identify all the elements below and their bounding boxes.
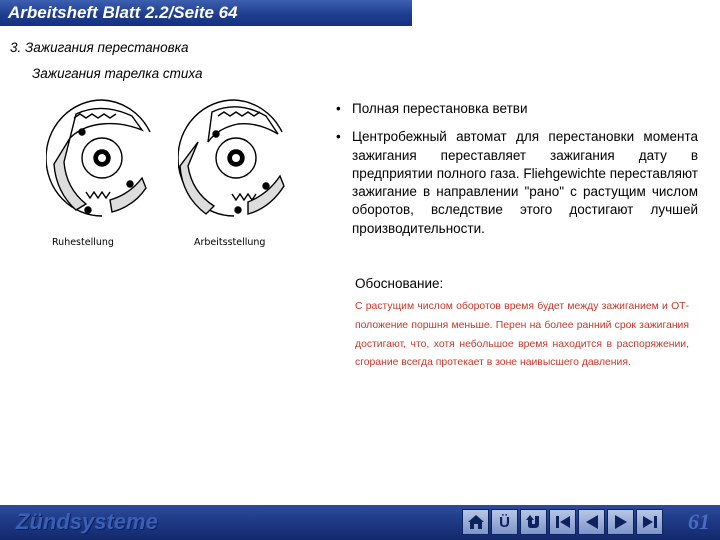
- ignition-advance-working-image: [178, 92, 290, 232]
- last-page-button[interactable]: [636, 509, 663, 535]
- ignition-advance-rest-image: [46, 92, 158, 232]
- u-letter-icon: Ü: [499, 513, 510, 531]
- slide-title-bar: [0, 0, 412, 26]
- reason-text: С растущим числом оборотов время будет между зажиганием и ОТ-положение поршня меньше. Перен на более ранний срок зажигания достигают, что, хотя небольшое время находится в распоряжении, сгорание всегда протекает в зоне наивысшего давления.: [355, 301, 689, 369]
- previous-icon: [583, 514, 601, 530]
- navigation-buttons: [462, 509, 663, 535]
- home-button[interactable]: [462, 509, 489, 535]
- slide-title: Arbeitsheft Blatt 2.2/Seite 64: [8, 3, 238, 22]
- section-subheading: Зажигания тарелка стиха: [32, 66, 203, 81]
- exercise-button[interactable]: [491, 509, 518, 535]
- bullet-list: [334, 100, 698, 238]
- next-icon: [612, 514, 630, 530]
- first-page-icon: [554, 514, 572, 530]
- bullet-marker: •: [336, 101, 341, 116]
- next-button[interactable]: [607, 509, 634, 535]
- reason-heading: Обоснование:: [355, 276, 444, 291]
- bullet-text: Полная перестановка ветви: [352, 101, 528, 116]
- bullet-text: Центробежный автомат для перестановки момента зажигания переставляет зажигания дату в предприятии полного газа. Fliehgewichte переставляют зажигание в направлении "рано" с растущим числом оборотов, вследствие этого достигают лучшей производительности.: [352, 129, 698, 236]
- first-page-button[interactable]: [549, 509, 576, 535]
- working-position-label: Arbeitsstellung: [194, 237, 266, 248]
- return-icon: [525, 514, 543, 530]
- previous-button[interactable]: [578, 509, 605, 535]
- return-button[interactable]: [520, 509, 547, 535]
- bullet-marker: •: [336, 129, 341, 145]
- home-icon: [467, 514, 485, 530]
- page-number: 61: [688, 509, 710, 534]
- footer-bar: [0, 505, 720, 540]
- section-heading: 3. Зажигания перестановка: [10, 40, 189, 55]
- bullet-item: [334, 100, 698, 118]
- bullet-item: [334, 128, 698, 238]
- footer-title: Zündsysteme: [16, 509, 158, 534]
- rest-position-label: Ruhestellung: [52, 237, 114, 248]
- last-page-icon: [641, 514, 659, 530]
